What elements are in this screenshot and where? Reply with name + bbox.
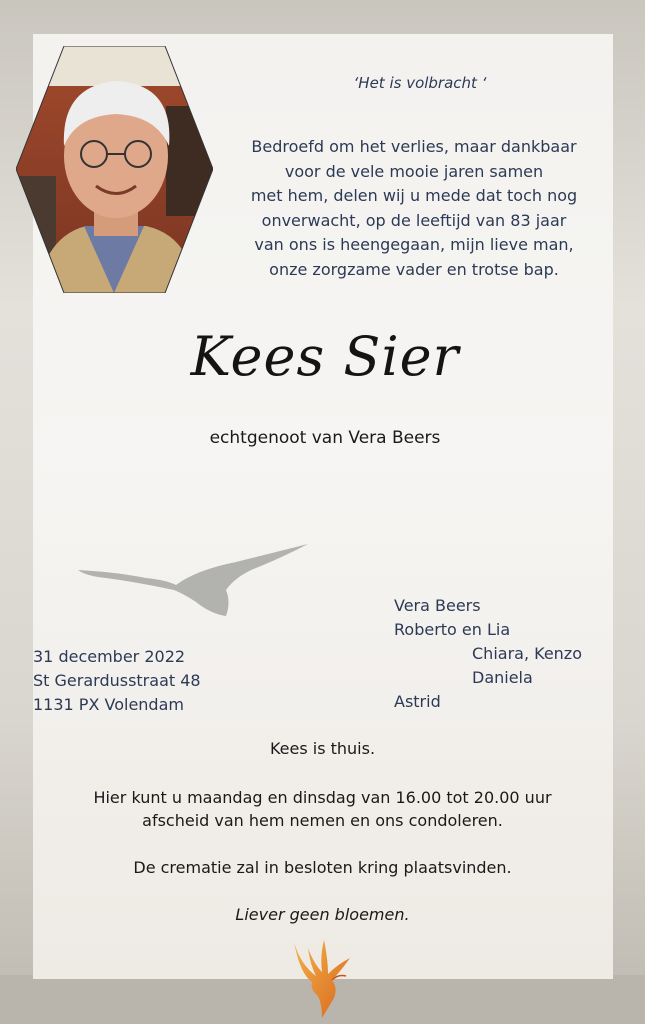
intro-line: voor de vele mooie jaren samen bbox=[284, 161, 544, 181]
intro-text bbox=[222, 135, 606, 282]
home-notice: Kees is thuis. bbox=[269, 739, 376, 758]
family-list bbox=[394, 594, 614, 714]
address-block bbox=[33, 645, 253, 717]
date-of-death: 31 december 2022 bbox=[33, 647, 186, 666]
visiting-line: Hier kunt u maandag en dinsdag van 16.00 tot 20.00 uur bbox=[93, 788, 552, 807]
visiting-hours bbox=[40, 786, 605, 832]
seagull-silhouette bbox=[76, 540, 312, 620]
family-member: Roberto en Lia bbox=[394, 620, 511, 639]
street-address: St Gerardusstraat 48 bbox=[33, 671, 201, 690]
family-member: Astrid bbox=[394, 692, 441, 711]
portrait-photo bbox=[16, 46, 213, 293]
family-member: Vera Beers bbox=[394, 596, 481, 615]
intro-line: onverwacht, op de leeftijd van 83 jaar bbox=[261, 210, 567, 230]
family-member: Chiara, Kenzo bbox=[472, 644, 582, 663]
flowers-notice: Liever geen bloemen. bbox=[235, 905, 410, 924]
family-member: Daniela bbox=[472, 668, 533, 687]
visiting-line: afscheid van hem nemen en ons condoleren. bbox=[142, 811, 503, 830]
intro-line: van ons is heengegaan, mijn lieve man, bbox=[254, 235, 574, 254]
dove-icon bbox=[288, 934, 358, 1020]
intro-line: onze zorgzame vader en trotse bap. bbox=[269, 259, 559, 279]
intro-line: met hem, delen wij u mede dat toch nog bbox=[250, 186, 578, 205]
postal-city: 1131 PX Volendam bbox=[33, 695, 184, 714]
intro-line: Bedroefd om het verlies, maar dankbaar bbox=[251, 137, 577, 156]
deceased-name: Kees Sier bbox=[190, 325, 460, 388]
cremation-notice: De crematie zal in besloten kring plaatsvinden. bbox=[133, 858, 512, 877]
motto: ‘Het is volbracht ‘ bbox=[353, 74, 487, 92]
spouse-line: echtgenoot van Vera Beers bbox=[209, 428, 441, 448]
